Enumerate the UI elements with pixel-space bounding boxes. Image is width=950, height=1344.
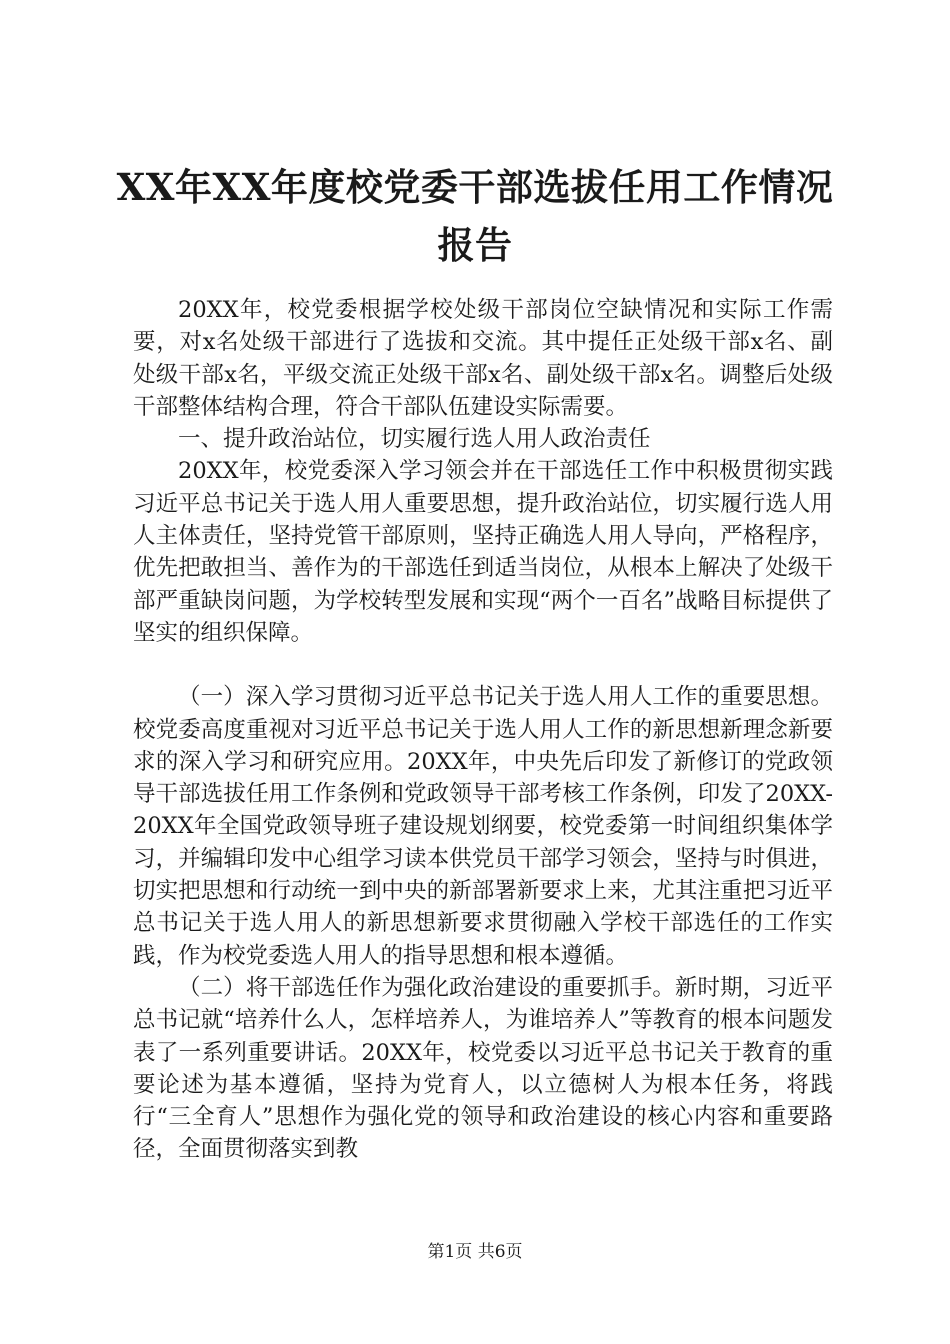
document-title: XX年XX年度校党委干部选拔任用工作情况报告 <box>116 165 834 267</box>
paragraph-subsection-2: （二）将干部选任作为强化政治建设的重要抓手。新时期，习近平总书记就“培养什么人，怎样培养人，为谁培养人”等教育的根本问题发表了一系列重要讲话。20XX年，校党委以习近平总书记关于教育的重要论述为基本遵循，坚持为党育人，以立德树人为根本任务，将践行“三全育人”思想作为强化党的领导和政治建设的核心内容和重要路径，全面贯彻落实到教 <box>133 974 833 1163</box>
paragraph-subsection-1: （一）深入学习贯彻习近平总书记关于选人用人工作的重要思想。校党委高度重视对习近平总书记关于选人用人工作的新思想新理念新要求的深入学习和研究应用。20XX年，中央先后印发了新修订的党政领导干部选拔任用工作条例和党政领导干部考核工作条例，印发了20XX-20XX年全国党政领导班子建设规划纲要，校党委第一时间组织集体学习，并编辑印发中心组学习读本供党员干部学习领会，坚持与时俱进，切实把思想和行动统一到中央的新部署新要求上来，尤其注重把习近平总书记关于选人用人的新思想新要求贯彻融入学校干部选任的工作实践，作为校党委选人用人的指导思想和根本遵循。 <box>133 684 833 969</box>
paragraph-section-1: 20XX年，校党委深入学习领会并在干部选任工作中积极贯彻实践习近平总书记关于选人用人重要思想，提升政治站位，切实履行选人用人主体责任，坚持党管干部原则，坚持正确选人用人导向，严格程序，优先把敢担当、善作为的干部选任到适当岗位，从根本上解决了处级干部严重缺岗问题，为学校转型发展和实现“两个一百名”战略目标提供了坚实的组织保障。 <box>133 458 833 646</box>
paragraph-intro: 20XX年，校党委根据学校处级干部岗位空缺情况和实际工作需要，对x名处级干部进行了选拔和交流。其中提任正处级干部x名、副处级干部x名，平级交流正处级干部x名、副处级干部x名。调整后处级干部整体结构合理，符合干部队伍建设实际需要。 <box>133 297 833 420</box>
section-heading-1: 一、提升政治站位，切实履行选人用人政治责任 <box>178 426 651 453</box>
page-footer: 第1页 共6页 <box>427 1242 523 1262</box>
document-body <box>133 294 833 1166</box>
